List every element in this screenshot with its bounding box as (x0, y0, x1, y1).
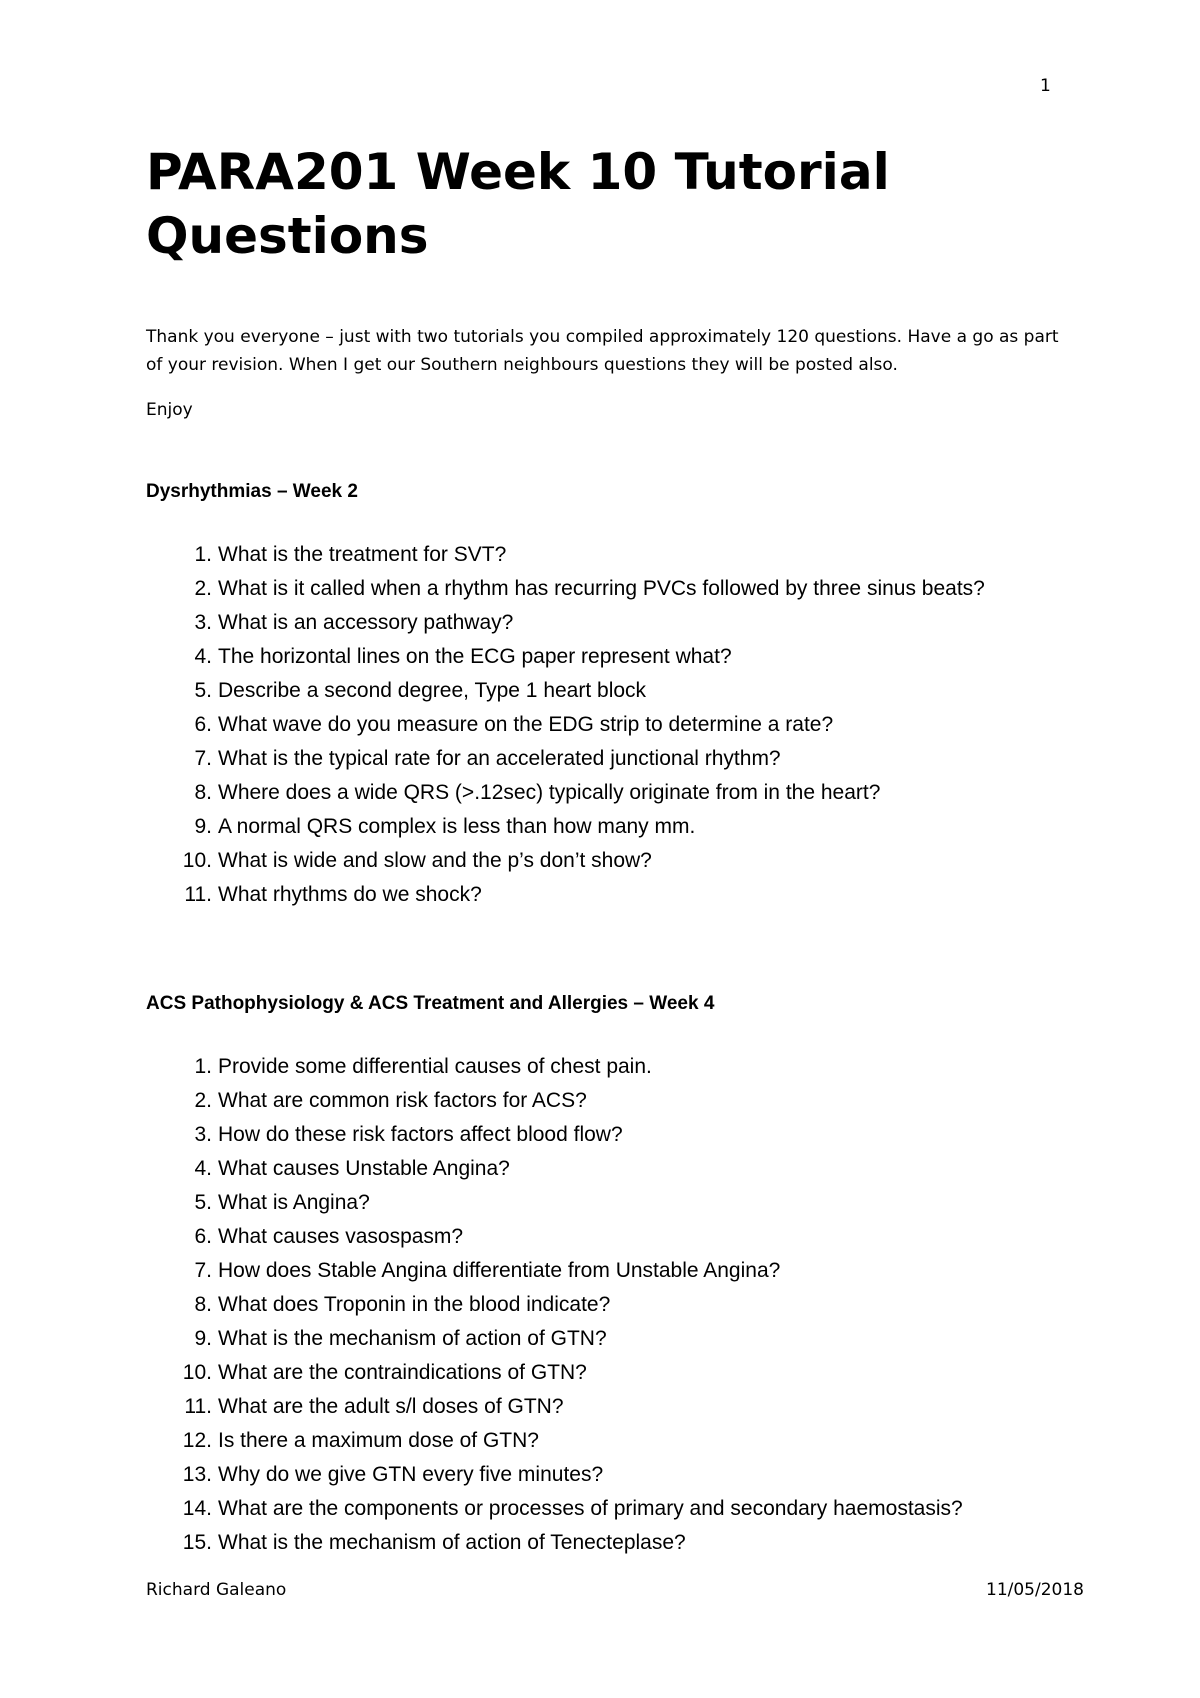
question-number: 13. (182, 1463, 212, 1486)
intro-paragraph: Thank you everyone – just with two tutorials you compiled approximately 120 questions. Have a go as part of your revision. When I get our Southern neighbours questions they will be posted also. (146, 327, 1059, 375)
question-text: What is the typical rate for an accelerated junctional rhythm? (218, 747, 781, 770)
question-text: What rhythms do we shock? (218, 883, 482, 906)
list-item (146, 611, 985, 645)
page-number: 1 (1040, 76, 1051, 96)
list-item (146, 1259, 963, 1293)
question-text: What is an accessory pathway? (218, 611, 514, 634)
question-text: What is wide and slow and the p’s don’t show? (218, 849, 652, 872)
question-number: 6. (194, 1225, 212, 1248)
question-number: 4. (194, 645, 212, 668)
footer-date: 11/05/2018 (986, 1580, 1084, 1600)
list-item (146, 883, 985, 917)
question-text: What are the contraindications of GTN? (218, 1361, 587, 1384)
question-number: 1. (194, 1055, 212, 1078)
list-item (146, 1293, 963, 1327)
question-number: 11. (184, 883, 212, 906)
section-heading-acs: ACS Pathophysiology & ACS Treatment and Allergies – Week 4 (146, 993, 715, 1014)
question-number: 2. (194, 1089, 212, 1112)
list-item (146, 747, 985, 781)
question-number: 6. (194, 713, 212, 736)
question-number: 7. (194, 747, 212, 770)
question-number: 2. (194, 577, 212, 600)
page-title: PARA201 Week 10 Tutorial Questions (146, 143, 890, 265)
list-item (146, 1531, 963, 1565)
list-item (146, 645, 985, 679)
question-text: Describe a second degree, Type 1 heart block (218, 679, 647, 702)
question-number: 9. (194, 815, 212, 838)
question-text: What causes vasospasm? (218, 1225, 464, 1248)
list-item (146, 543, 985, 577)
question-number: 7. (194, 1259, 212, 1282)
question-number: 3. (194, 611, 212, 634)
list-item (146, 1123, 963, 1157)
list-item (146, 1191, 963, 1225)
question-number: 14. (182, 1497, 212, 1520)
question-list-acs (146, 1055, 963, 1565)
question-text: What causes Unstable Angina? (218, 1157, 510, 1180)
question-number: 4. (194, 1157, 212, 1180)
list-item (146, 849, 985, 883)
question-text: What is Angina? (218, 1191, 370, 1214)
question-text: What wave do you measure on the EDG strip to determine a rate? (218, 713, 834, 736)
list-item (146, 713, 985, 747)
list-item (146, 1089, 963, 1123)
list-item (146, 1429, 963, 1463)
question-text: What is it called when a rhythm has recurring PVCs followed by three sinus beats? (218, 577, 985, 600)
list-item (146, 1327, 963, 1361)
question-number: 10. (182, 1361, 212, 1384)
question-number: 11. (184, 1395, 212, 1418)
list-item (146, 1157, 963, 1191)
list-item (146, 1225, 963, 1259)
question-number: 9. (194, 1327, 212, 1350)
question-text: The horizontal lines on the ECG paper represent what? (218, 645, 732, 668)
question-text: Why do we give GTN every five minutes? (218, 1463, 604, 1486)
question-text: What are common risk factors for ACS? (218, 1089, 587, 1112)
list-item (146, 1055, 963, 1089)
question-number: 15. (182, 1531, 212, 1554)
question-text: What does Troponin in the blood indicate? (218, 1293, 611, 1316)
enjoy-text: Enjoy (146, 400, 193, 420)
question-text: How do these risk factors affect blood flow? (218, 1123, 623, 1146)
question-text: What is the mechanism of action of Tenecteplase? (218, 1531, 686, 1554)
question-text: Is there a maximum dose of GTN? (218, 1429, 539, 1452)
list-item (146, 1361, 963, 1395)
list-item (146, 1395, 963, 1429)
list-item (146, 815, 985, 849)
question-number: 5. (194, 679, 212, 702)
question-list-dysrhythmias (146, 543, 985, 917)
list-item (146, 577, 985, 611)
question-text: How does Stable Angina differentiate from Unstable Angina? (218, 1259, 781, 1282)
question-number: 10. (182, 849, 212, 872)
list-item (146, 781, 985, 815)
section-heading-dysrhythmias: Dysrhythmias – Week 2 (146, 481, 358, 502)
question-number: 5. (194, 1191, 212, 1214)
question-text: What is the mechanism of action of GTN? (218, 1327, 607, 1350)
question-number: 12. (182, 1429, 212, 1452)
question-text: What is the treatment for SVT? (218, 543, 507, 566)
question-number: 8. (194, 781, 212, 804)
question-text: What are the adult s/l doses of GTN? (218, 1395, 564, 1418)
question-text: A normal QRS complex is less than how many mm. (218, 815, 696, 838)
question-text: What are the components or processes of primary and secondary haemostasis? (218, 1497, 963, 1520)
question-number: 3. (194, 1123, 212, 1146)
question-text: Provide some differential causes of chest pain. (218, 1055, 652, 1078)
list-item (146, 679, 985, 713)
question-text: Where does a wide QRS (>.12sec) typically originate from in the heart? (218, 781, 881, 804)
question-number: 8. (194, 1293, 212, 1316)
footer-author: Richard Galeano (146, 1580, 287, 1600)
list-item (146, 1463, 963, 1497)
list-item (146, 1497, 963, 1531)
question-number: 1. (194, 543, 212, 566)
